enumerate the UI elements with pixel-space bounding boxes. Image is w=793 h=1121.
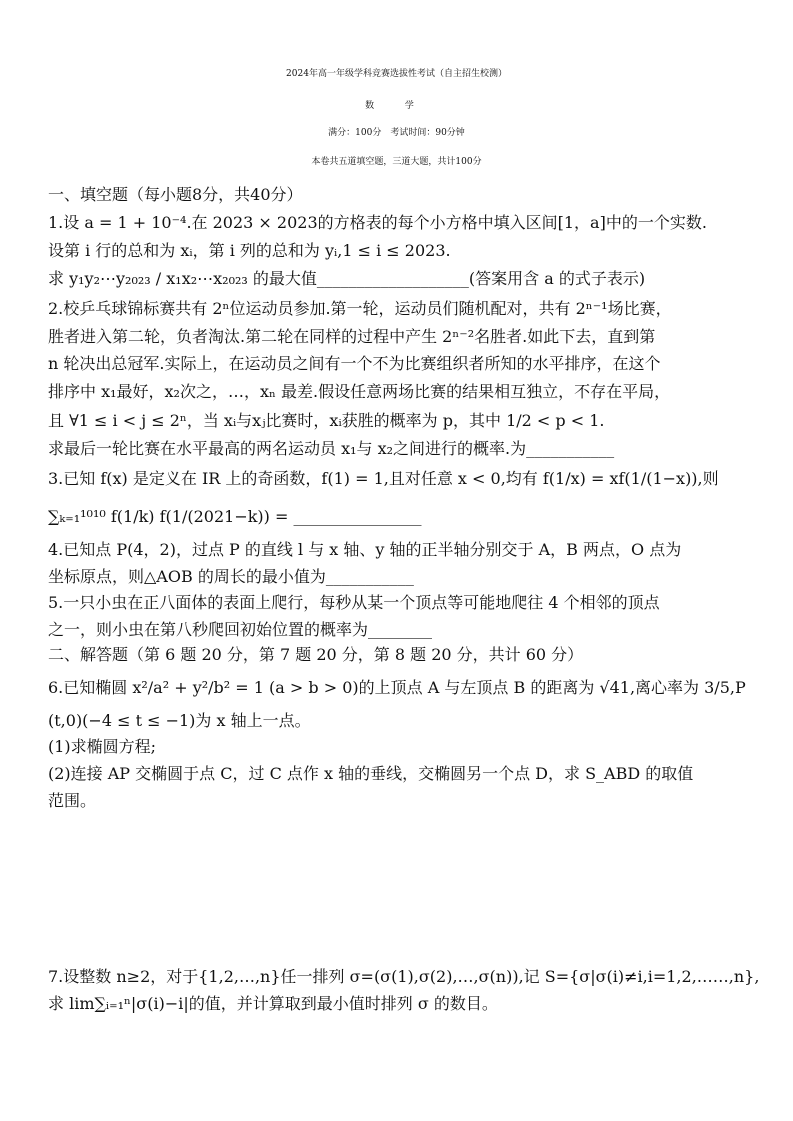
q6-line-2: (t,0)(−4 ≤ t ≤ −1)为 x 轴上一点。 [48, 711, 311, 730]
q2-line-6: 求最后一轮比赛在水平最高的两名运动员 x₁与 x₂之间进行的概率.为___________ [48, 439, 615, 458]
q6-line-3: (1)求椭圆方程; [48, 737, 157, 756]
section-1-heading: 一、填空题（每小题8分，共40分） [48, 185, 303, 204]
q6-line-1: 6.已知椭圆 x²/a² + y²/b² = 1 (a > b > 0)的上顶点 A 与左顶点 B 的距离为 √41,离心率为 3/5,P [48, 678, 746, 697]
q2-line-3: n 轮决出总冠军.实际上，在运动员之间有一个不为比赛组织者所知的水平排序，在这个 [48, 354, 661, 373]
q3-line-2: ∑ₖ₌₁¹⁰¹⁰ f(1/k) f(1/(2021−k)) = ________________ [48, 507, 422, 526]
subject-title: 数 学 [365, 101, 428, 111]
q4-line-1: 4.已知点 P(4，2)，过点 P 的直线 l 与 x 轴、y 轴的正半轴分别交于 A，B 两点，O 点为 [48, 540, 682, 559]
q5-line-1: 5.一只小虫在正八面体的表面上爬行，每秒从某一个顶点等可能地爬往 4 个相邻的顶点 [48, 593, 660, 612]
score-time: 满分：100分 考试时间：90分钟 [328, 128, 465, 138]
q6-line-5: 范围。 [48, 791, 97, 810]
q2-line-4: 排序中 x₁最好，x₂次之，…，xₙ 最差.假设任意两场比赛的结果相互独立，不存在平局， [48, 382, 671, 401]
q7-line-1: 7.设整数 n≥2，对于{1,2,…,n}任一排列 σ=(σ(1),σ(2),…,σ(n)),记 S={σ|σ(i)≠i,i=1,2,……,n}, [48, 967, 760, 986]
q2-line-5: 且 ∀1 ≤ i < j ≤ 2ⁿ，当 xᵢ与xⱼ比赛时，xᵢ获胜的概率为 p，其中 1/2 < p < 1. [48, 411, 605, 430]
q2-line-1: 2.校乒乓球锦标赛共有 2ⁿ位运动员参加.第一轮，运动员们随机配对，共有 2ⁿ⁻¹场比赛， [48, 299, 672, 318]
q5-line-2: 之一，则小虫在第八秒爬回初始位置的概率为________ [48, 620, 433, 639]
q3-line-1: 3.已知 f(x) 是定义在 IR 上的奇函数，f(1) = 1,且对任意 x < 0,均有 f(1/x) = xf(1/(1−x)),则 [48, 469, 719, 488]
q1-line-2: 设第 i 行的总和为 xᵢ，第 i 列的总和为 yᵢ,1 ≤ i ≤ 2023. [48, 241, 451, 260]
q2-line-2: 胜者进入第二轮，负者淘汰.第二轮在同样的过程中产生 2ⁿ⁻²名胜者.如此下去，直到第 [48, 327, 656, 346]
q7-line-2: 求 lim∑ᵢ₌₁ⁿ|σ(i)−i|的值，并计算取到最小值时排列 σ 的数目。 [48, 994, 498, 1013]
q1-line-1: 1.设 a = 1 + 10⁻⁴.在 2023 × 2023的方格表的每个小方格中填入区间[1，a]中的一个实数. [48, 213, 707, 232]
exam-title: 2024年高一年级学科竞赛选拔性考试（自主招生校测） [286, 69, 507, 79]
q1-line-3: 求 y₁y₂⋯y₂₀₂₃ / x₁x₂⋯x₂₀₂₃ 的最大值___________________(答案用含 a 的式子表示) [48, 269, 646, 288]
q6-line-4: (2)连接 AP 交椭圆于点 C，过 C 点作 x 轴的垂线，交椭圆另一个点 D，求 S_ABD 的取值 [48, 764, 694, 783]
section-2-heading: 二、解答题（第 6 题 20 分，第 7 题 20 分，第 8 题 20 分，共计 60 分） [48, 645, 584, 664]
paper-summary: 本卷共五道填空题，三道大题，共计100分 [311, 157, 482, 167]
q4-line-2: 坐标原点，则△AOB 的周长的最小值为___________ [48, 567, 414, 586]
